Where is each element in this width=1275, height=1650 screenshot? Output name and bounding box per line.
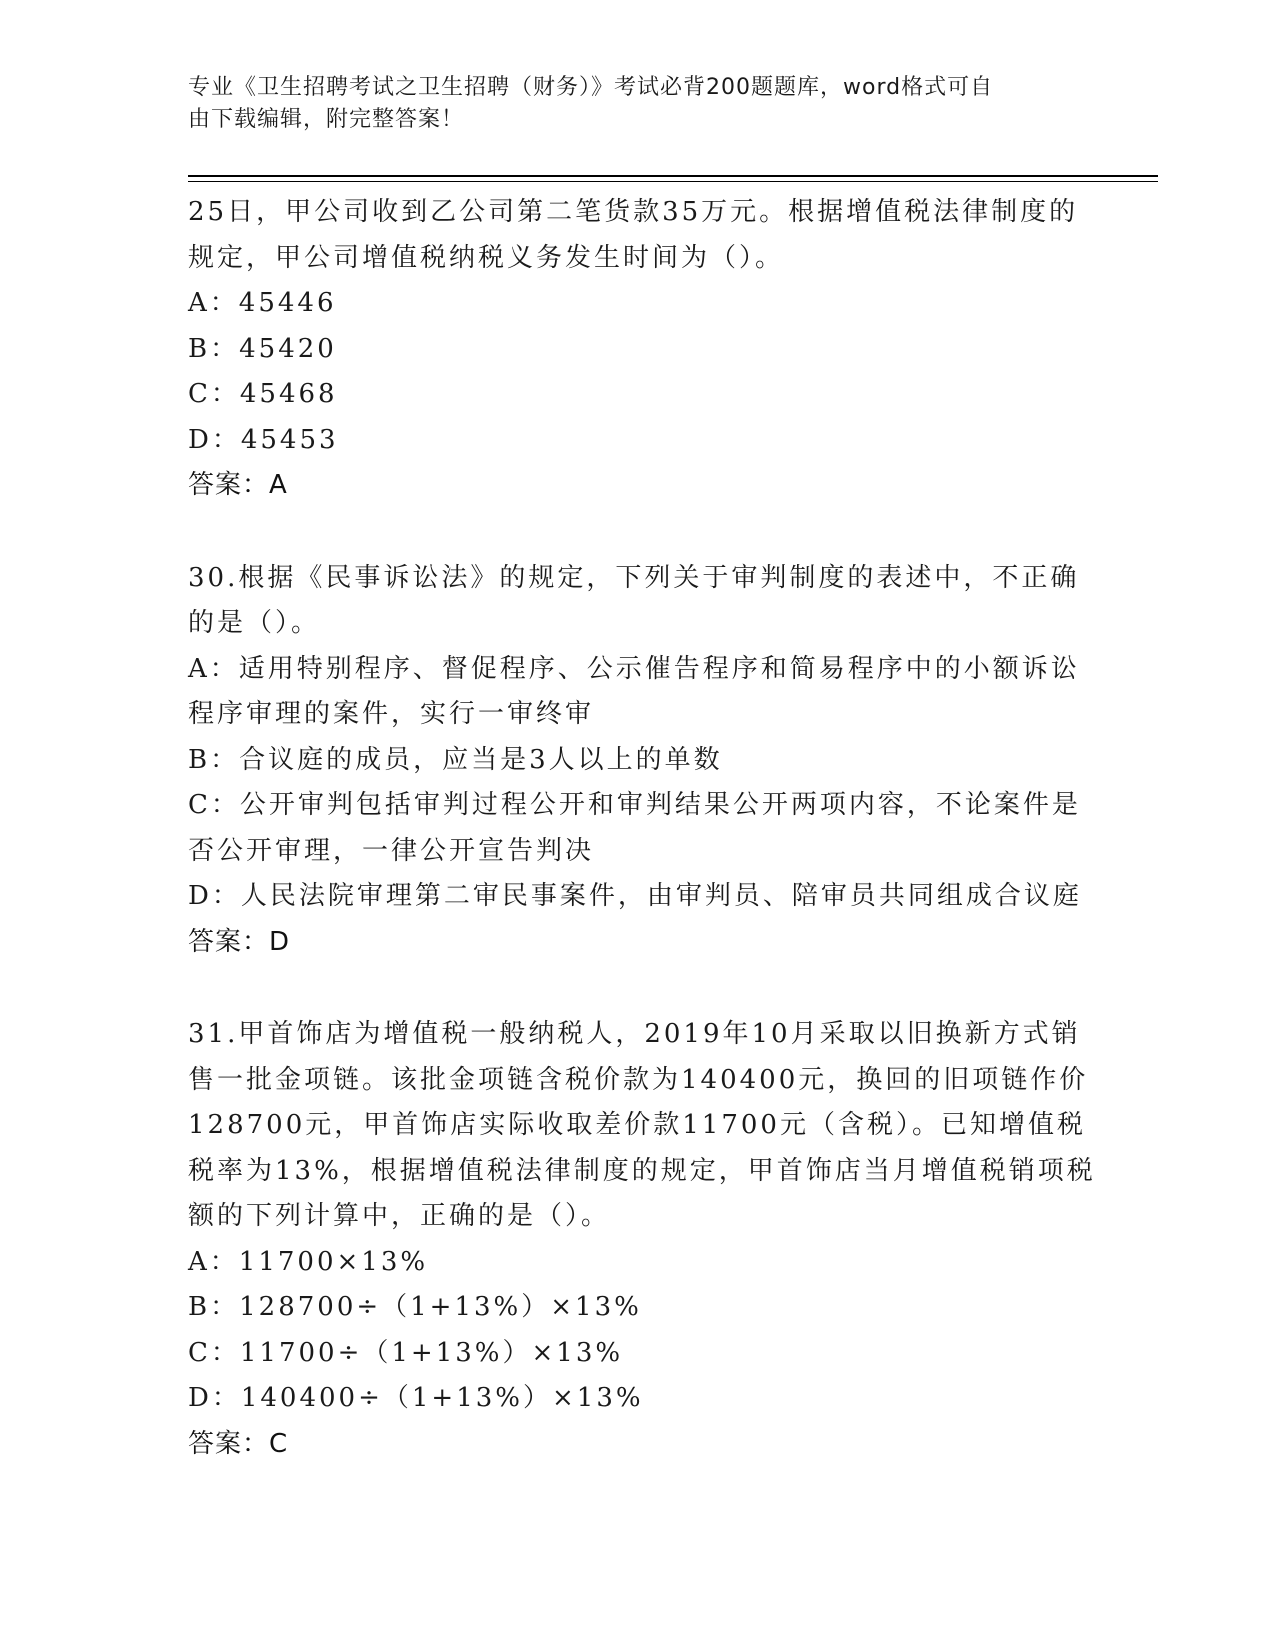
question-list: [188, 190, 1096, 1467]
option-c: C：11700÷（1+13%）×13%: [188, 1337, 624, 1368]
question-stem-line: 规定，甲公司增值税纳税义务发生时间为（）。: [188, 242, 785, 273]
option-a-continued: 程序审理的案件，实行一审终审: [188, 699, 595, 729]
question-stem-line: 税率为13%，根据增值税法律制度的规定，甲首饰店当月增值税销项税: [188, 1155, 1096, 1186]
option-b: B：合议庭的成员，应当是3人以上的单数: [188, 744, 723, 775]
question-stem-line: 额的下列计算中，正确的是（）。: [188, 1201, 611, 1231]
document-header: [188, 72, 1088, 136]
question-stem-line: 31.甲首饰店为增值税一般纳税人，2019年10月采取以旧换新方式销: [188, 1019, 1081, 1049]
option-c-continued: 否公开审理，一律公开宣告判决: [188, 835, 595, 866]
option-b: B：45420: [188, 333, 337, 364]
block-spacer: [188, 965, 1088, 1012]
option-d: D：140400÷（1+13%）×13%: [188, 1383, 644, 1413]
header-divider-thin: [188, 181, 1158, 182]
header-divider-thick: [188, 175, 1158, 177]
answer-label: 答案：D: [188, 926, 291, 957]
answer-label: 答案：A: [188, 470, 288, 500]
question-block-31: [188, 1012, 1096, 1467]
block-spacer: [188, 509, 1088, 556]
option-d: D：45453: [188, 424, 339, 455]
question-stem-line: 128700元，甲首饰店实际收取差价款11700元（含税）。已知增值税: [188, 1110, 1086, 1140]
question-stem-line: 售一批金项链。该批金项链含税价款为140400元，换回的旧项链作价: [188, 1064, 1089, 1095]
option-c: C：45468: [188, 379, 338, 409]
question-stem-line: 25日，甲公司收到乙公司第二笔货款35万元。根据增值税法律制度的: [188, 197, 1079, 227]
question-stem-line: 30.根据《民事诉讼法》的规定，下列关于审判制度的表述中，不正确: [188, 562, 1080, 593]
option-a: A：11700×13%: [188, 1246, 429, 1277]
option-c: C：公开审判包括审判过程公开和审判结果公开两项内容，不论案件是: [188, 790, 1081, 820]
question-block-1: [188, 190, 1088, 509]
header-line-2: 由下载编辑，附完整答案！: [188, 107, 465, 132]
option-a: A：45446: [188, 288, 337, 318]
question-stem-line: 的是（）。: [188, 608, 321, 638]
question-block-30: [188, 556, 1088, 966]
option-a: A：适用特别程序、督促程序、公示催告程序和简易程序中的小额诉讼: [188, 653, 1080, 684]
option-b: B：128700÷（1+13%）×13%: [188, 1292, 642, 1322]
option-d: D：人民法院审理第二审民事案件，由审判员、陪审员共同组成合议庭: [188, 881, 1082, 911]
header-line-1: 专业《卫生招聘考试之卫生招聘（财务）》考试必背200题题库，word格式可自: [188, 75, 994, 100]
answer-label: 答案：C: [188, 1428, 289, 1459]
